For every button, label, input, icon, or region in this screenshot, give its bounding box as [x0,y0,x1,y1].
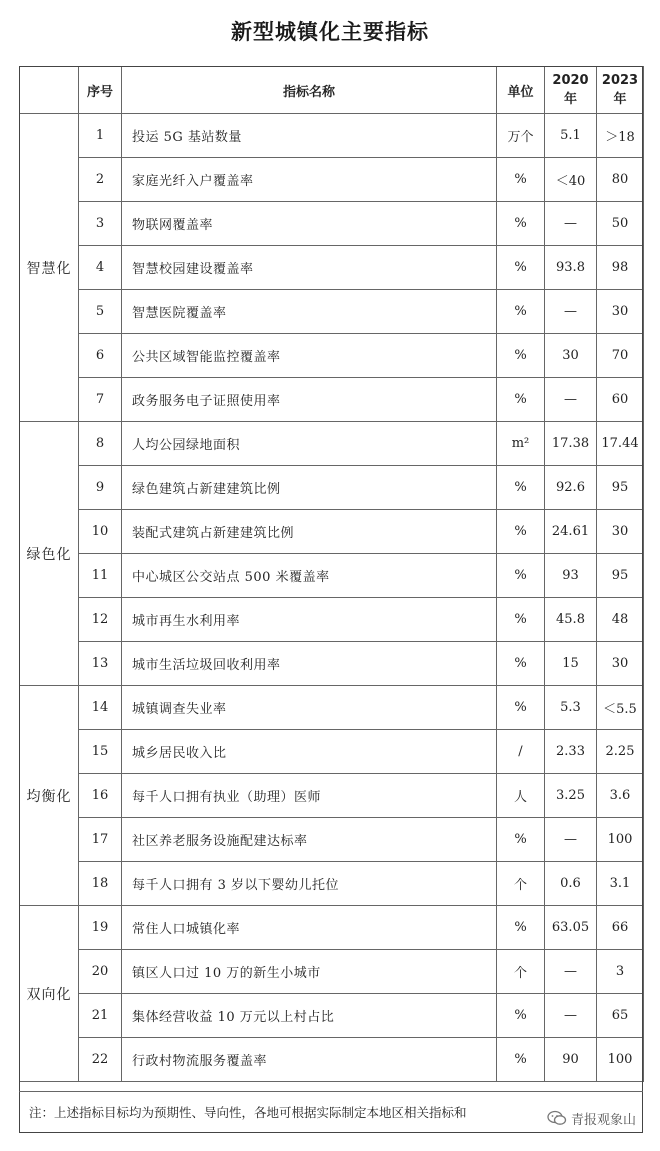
value-2023-cell: 65 [597,994,644,1038]
value-2020-cell: — [545,818,597,862]
value-2023-cell: ＞18 [597,114,644,158]
value-2020-cell: 17.38 [545,422,597,466]
indicator-name-cell: 人均公园绿地面积 [122,422,497,466]
indicator-name-cell: 智慧校园建设覆盖率 [122,246,497,290]
unit-cell: % [497,290,545,334]
unit-cell: % [497,994,545,1038]
index-cell: 19 [79,906,122,950]
watermark-text: 青报观象山 [570,1112,636,1128]
index-cell: 9 [79,466,122,510]
unit-cell: 人 [497,774,545,818]
value-2023-cell: 95 [597,554,644,598]
value-2023-cell: 66 [597,906,644,950]
indicator-name-cell: 智慧医院覆盖率 [122,290,497,334]
table-frame [19,66,643,1133]
unit-cell: % [497,202,545,246]
header-indicator-name: 指标名称 [122,67,497,114]
value-2020-cell: 5.1 [545,114,597,158]
index-cell: 12 [79,598,122,642]
unit-cell: % [497,598,545,642]
category-cell: 绿色化 [20,422,79,686]
value-2020-cell: 93.8 [545,246,597,290]
unit-cell: % [497,906,545,950]
unit-cell: / [497,730,545,774]
value-2023-cell: 60 [597,378,644,422]
index-cell: 14 [79,686,122,730]
category-cell: 均衡化 [20,686,79,906]
value-2020-cell: 5.3 [545,686,597,730]
indicator-name-cell: 城镇调查失业率 [122,686,497,730]
value-2020-cell: — [545,290,597,334]
index-cell: 2 [79,158,122,202]
indicator-name-cell: 镇区人口过 10 万的新生小城市 [122,950,497,994]
value-2020-cell: 15 [545,642,597,686]
unit-cell: % [497,818,545,862]
value-2023-cell: 100 [597,1038,644,1082]
value-2020-cell: 24.61 [545,510,597,554]
value-2023-cell: 30 [597,290,644,334]
unit-cell: 万个 [497,114,545,158]
indicator-name-cell: 投运 5G 基站数量 [122,114,497,158]
index-cell: 4 [79,246,122,290]
unit-cell: % [497,554,545,598]
indicator-name-cell: 装配式建筑占新建建筑比例 [122,510,497,554]
unit-cell: % [497,642,545,686]
table-footnote: 注：上述指标目标均为预期性、导向性，各地可根据实际制定本地区相关指标和 [19,1091,643,1133]
header-year-2023: 2023 年 [597,67,644,114]
unit-cell: % [497,686,545,730]
value-2023-cell: 80 [597,158,644,202]
index-cell: 5 [79,290,122,334]
category-cell: 智慧化 [20,114,79,422]
value-2020-cell: — [545,378,597,422]
indicator-name-cell: 绿色建筑占新建建筑比例 [122,466,497,510]
wechat-icon [547,1110,567,1126]
index-cell: 16 [79,774,122,818]
indicator-name-cell: 物联网覆盖率 [122,202,497,246]
index-cell: 8 [79,422,122,466]
value-2023-cell: 50 [597,202,644,246]
indicator-name-cell: 集体经营收益 10 万元以上村占比 [122,994,497,1038]
indicator-name-cell: 每千人口拥有执业（助理）医师 [122,774,497,818]
value-2020-cell: 2.33 [545,730,597,774]
value-2023-cell: 3.1 [597,862,644,906]
indicator-name-cell: 常住人口城镇化率 [122,906,497,950]
indicator-name-cell: 城市生活垃圾回收利用率 [122,642,497,686]
value-2023-cell: 30 [597,642,644,686]
unit-cell: 个 [497,950,545,994]
unit-cell: % [497,246,545,290]
value-2023-cell: 70 [597,334,644,378]
header-unit: 单位 [497,67,545,114]
value-2020-cell: — [545,994,597,1038]
value-2023-cell: 98 [597,246,644,290]
header-year-2020: 2020 年 [545,67,597,114]
value-2023-cell: 2.25 [597,730,644,774]
unit-cell: % [497,334,545,378]
indicator-name-cell: 城市再生水利用率 [122,598,497,642]
watermark [541,1107,638,1129]
value-2020-cell: 93 [545,554,597,598]
value-2020-cell: 92.6 [545,466,597,510]
indicator-name-cell: 家庭光纤入户覆盖率 [122,158,497,202]
value-2020-cell: 30 [545,334,597,378]
unit-cell: % [497,1038,545,1082]
indicator-name-cell: 政务服务电子证照使用率 [122,378,497,422]
index-cell: 10 [79,510,122,554]
value-2023-cell: 3 [597,950,644,994]
index-cell: 1 [79,114,122,158]
index-cell: 3 [79,202,122,246]
value-2023-cell: 95 [597,466,644,510]
value-2020-cell: 63.05 [545,906,597,950]
value-2023-cell: 48 [597,598,644,642]
page-title: 新型城镇化主要指标 [231,20,429,44]
unit-cell: m² [497,422,545,466]
indicator-name-cell: 城乡居民收入比 [122,730,497,774]
value-2023-cell: 100 [597,818,644,862]
category-cell: 双向化 [20,906,79,1082]
unit-cell: % [497,510,545,554]
indicator-name-cell: 社区养老服务设施配建达标率 [122,818,497,862]
unit-cell: % [497,378,545,422]
index-cell: 18 [79,862,122,906]
value-2023-cell: 3.6 [597,774,644,818]
index-cell: 7 [79,378,122,422]
value-2020-cell: ＜40 [545,158,597,202]
value-2020-cell: 3.25 [545,774,597,818]
unit-cell: % [497,158,545,202]
index-cell: 15 [79,730,122,774]
index-cell: 13 [79,642,122,686]
value-2020-cell: — [545,950,597,994]
index-cell: 6 [79,334,122,378]
unit-cell: 个 [497,862,545,906]
value-2020-cell: 0.6 [545,862,597,906]
value-2020-cell: 90 [545,1038,597,1082]
index-cell: 11 [79,554,122,598]
indicator-name-cell: 行政村物流服务覆盖率 [122,1038,497,1082]
indicator-name-cell: 中心城区公交站点 500 米覆盖率 [122,554,497,598]
value-2023-cell: ＜5.5 [597,686,644,730]
index-cell: 20 [79,950,122,994]
header-index: 序号 [79,67,122,114]
index-cell: 21 [79,994,122,1038]
unit-cell: % [497,466,545,510]
indicator-name-cell: 公共区域智能监控覆盖率 [122,334,497,378]
value-2023-cell: 30 [597,510,644,554]
index-cell: 17 [79,818,122,862]
indicator-name-cell: 每千人口拥有 3 岁以下婴幼儿托位 [122,862,497,906]
value-2020-cell: 45.8 [545,598,597,642]
value-2023-cell: 17.44 [597,422,644,466]
value-2020-cell: — [545,202,597,246]
index-cell: 22 [79,1038,122,1082]
